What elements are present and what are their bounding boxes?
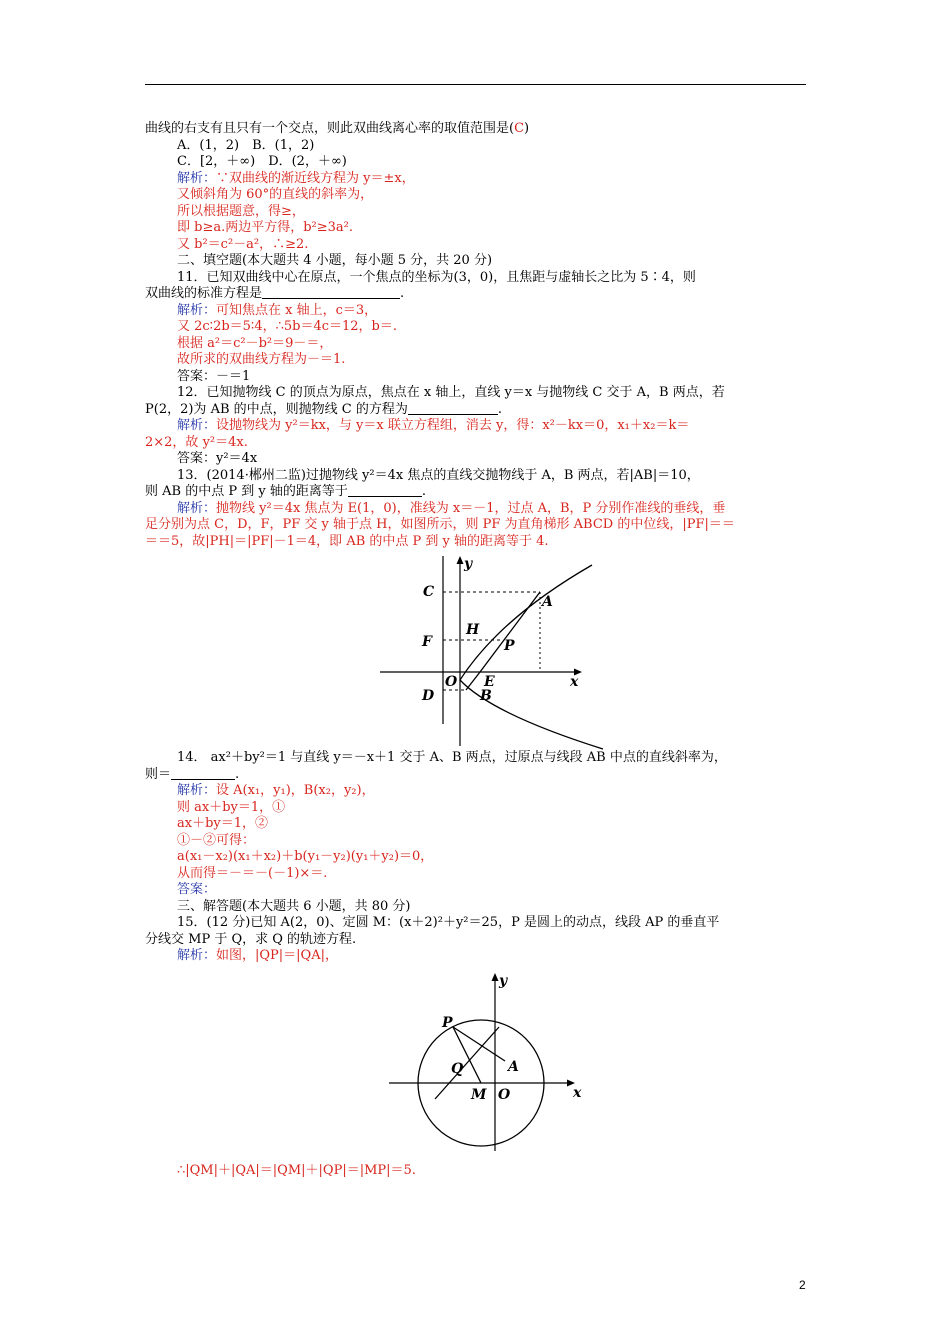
- fig1-label-H: H: [466, 622, 480, 638]
- fig1-y-label: y: [464, 556, 473, 572]
- fig1-label-B: B: [480, 688, 492, 704]
- q14-solution-5: a(x₁－x₂)(x₁＋x₂)＋b(y₁－y₂)(y₁＋y₂)＝0，: [177, 849, 434, 864]
- q13-stem-2: 则 AB 的中点 P 到 y 轴的距离等于 .: [145, 484, 426, 499]
- q10-stem: 曲线的右支有且只有一个交点，则此双曲线离心率的取值范围是(C): [145, 121, 530, 136]
- q14-solution-4: ①－②可得：: [177, 832, 256, 848]
- answer-blank: [348, 484, 422, 497]
- fig2-label-Q: Q: [451, 1060, 464, 1077]
- q15-stem-2: 分线交 MP 于 Q，求 Q 的轨迹方程.: [145, 931, 357, 947]
- parabola-figure: [380, 554, 610, 750]
- circle-figure: [387, 971, 587, 1159]
- fig2-label-P: P: [442, 1014, 453, 1031]
- q12-answer: 答案：y²＝4x: [177, 451, 258, 466]
- q14-solution-1: 解析：设 A(x₁，y₁)，B(x₂，y₂)，: [177, 783, 375, 798]
- fig1-label-E: E: [484, 674, 495, 690]
- q13-solution-3: ＝＝5，故|PH|＝|PF|－1＝4，即 AB 的中点 P 到 y 轴的距离等于 4.: [145, 533, 549, 549]
- circle-diagram: [387, 971, 587, 1159]
- q13-solution-1: 解析：抛物线 y²＝4x 焦点为 E(1，0)，准线为 x＝－1，过点 A，B，P 分别作准线的垂线，垂: [177, 500, 726, 516]
- answer-blank: [408, 402, 498, 415]
- fig2-label-O: O: [498, 1086, 511, 1103]
- q14-solution-6: 从而得＝－＝－(－1)×＝.: [177, 865, 328, 881]
- q12-solution-1: 解析：设抛物线为 y²＝kx，与 y＝x 联立方程组，消去 y，得：x²－kx＝0，x₁＋x₂＝k＝: [177, 418, 690, 433]
- fig2-label-A: A: [508, 1058, 519, 1075]
- q14-solution-3: ax＋by＝1，②: [177, 816, 269, 831]
- q10-solution-3: 所以根据题意，得≥，: [177, 203, 305, 219]
- header-rule: [145, 84, 806, 85]
- q14-stem-1: 14． ax²＋by²＝1 与直线 y＝－x＋1 交于 A、B 两点，过原点与线段 AB 中点的直线斜率为，: [177, 750, 727, 765]
- fig2-y-label: y: [499, 972, 508, 989]
- q11-solution-2: 又 2c∶2b＝5∶4，∴5b＝4c＝12，b＝.: [177, 319, 397, 334]
- q10-solution-1: 解析：∵双曲线的渐近线方程为 y＝±x，: [177, 170, 415, 186]
- fig1-label-F: F: [422, 634, 432, 650]
- fig1-x-label: x: [570, 674, 579, 690]
- q15-solution-2: ∴|QM|＋|QA|＝|QM|＋|QP|＝|MP|＝5.: [177, 1162, 416, 1178]
- q13-stem-1: 13．(2014·郴州二监)过抛物线 y²＝4x 焦点的直线交抛物线于 A，B 两点，若|AB|＝10，: [177, 467, 700, 483]
- fig1-label-C: C: [423, 584, 435, 600]
- q12-stem-2: P(2，2)为 AB 的中点，则抛物线 C 的方程为 .: [145, 401, 502, 417]
- answer-blank: [171, 767, 235, 780]
- answer-blank: [262, 286, 400, 299]
- q14-stem-2: 则＝ .: [145, 766, 240, 782]
- q10-options-2: C．[2，＋∞) D．(2，＋∞): [177, 154, 347, 169]
- fig2-x-label: x: [573, 1084, 582, 1101]
- q12-stem-1: 12．已知抛物线 C 的顶点为原点，焦点在 x 轴上，直线 y＝x 与抛物线 C 交于 A，B 两点，若: [177, 385, 725, 400]
- q15-stem-1: 15．(12 分)已知 A(2，0)、定圆 M：(x＋2)²＋y²＝25，P 是圆上的动点，线段 AP 的垂直平: [177, 915, 720, 930]
- section-2-heading: 二、填空题(本大题共 4 小题，每小题 5 分，共 20 分): [177, 253, 493, 268]
- fig1-label-D: D: [422, 688, 435, 704]
- q13-solution-2: 足分别为点 C，D，F，PF 交 y 轴于点 H，如图所示，则 PF 为直角梯形 ABCD 的中位线，|PF|＝＝: [145, 517, 735, 532]
- page-content: [145, 121, 810, 1179]
- q14-solution-2: 则 ax＋by＝1，①: [177, 799, 286, 815]
- q12-solution-2: 2×2，故 y²＝4x.: [145, 434, 248, 450]
- q11-solution-1: 解析：可知焦点在 x 轴上，c＝3，: [177, 302, 378, 318]
- q11-solution-4: 故所求的双曲线方程为－＝1.: [177, 352, 346, 367]
- parabola-diagram: [380, 554, 610, 750]
- q10-answer: C: [514, 121, 525, 136]
- q11-solution-3: 根据 a²＝c²－b²＝9－＝，: [177, 335, 333, 351]
- fig1-label-P: P: [504, 638, 515, 654]
- q11-stem-1: 11．已知双曲线中心在原点，一个焦点的坐标为(3，0)，且焦距与虚轴长之比为 5∶4，则: [177, 269, 696, 285]
- fig1-label-A: A: [542, 594, 553, 610]
- q10-solution-5: 又 b²＝c²－a²，∴≥2.: [177, 236, 309, 252]
- q11-answer: 答案：－＝1: [177, 368, 251, 384]
- q10-options-1: A．(1，2) B．(1，2): [177, 137, 315, 153]
- q15-solution-1: 解析：如图，|QP|＝|QA|，: [177, 948, 338, 963]
- section-3-heading: 三、解答题(本大题共 6 小题，共 80 分): [177, 898, 411, 914]
- q10-solution-4: 即 b≥a.两边平方得，b²≥3a².: [177, 220, 354, 235]
- q14-answer: 答案：: [177, 882, 217, 897]
- fig2-label-M: M: [471, 1086, 487, 1103]
- fig1-label-O: O: [445, 674, 458, 690]
- q10-solution-2: 又倾斜角为 60°的直线的斜率为，: [177, 187, 374, 202]
- page-number: 2: [799, 1278, 806, 1292]
- q11-stem-2: 双曲线的标准方程是 .: [145, 286, 405, 301]
